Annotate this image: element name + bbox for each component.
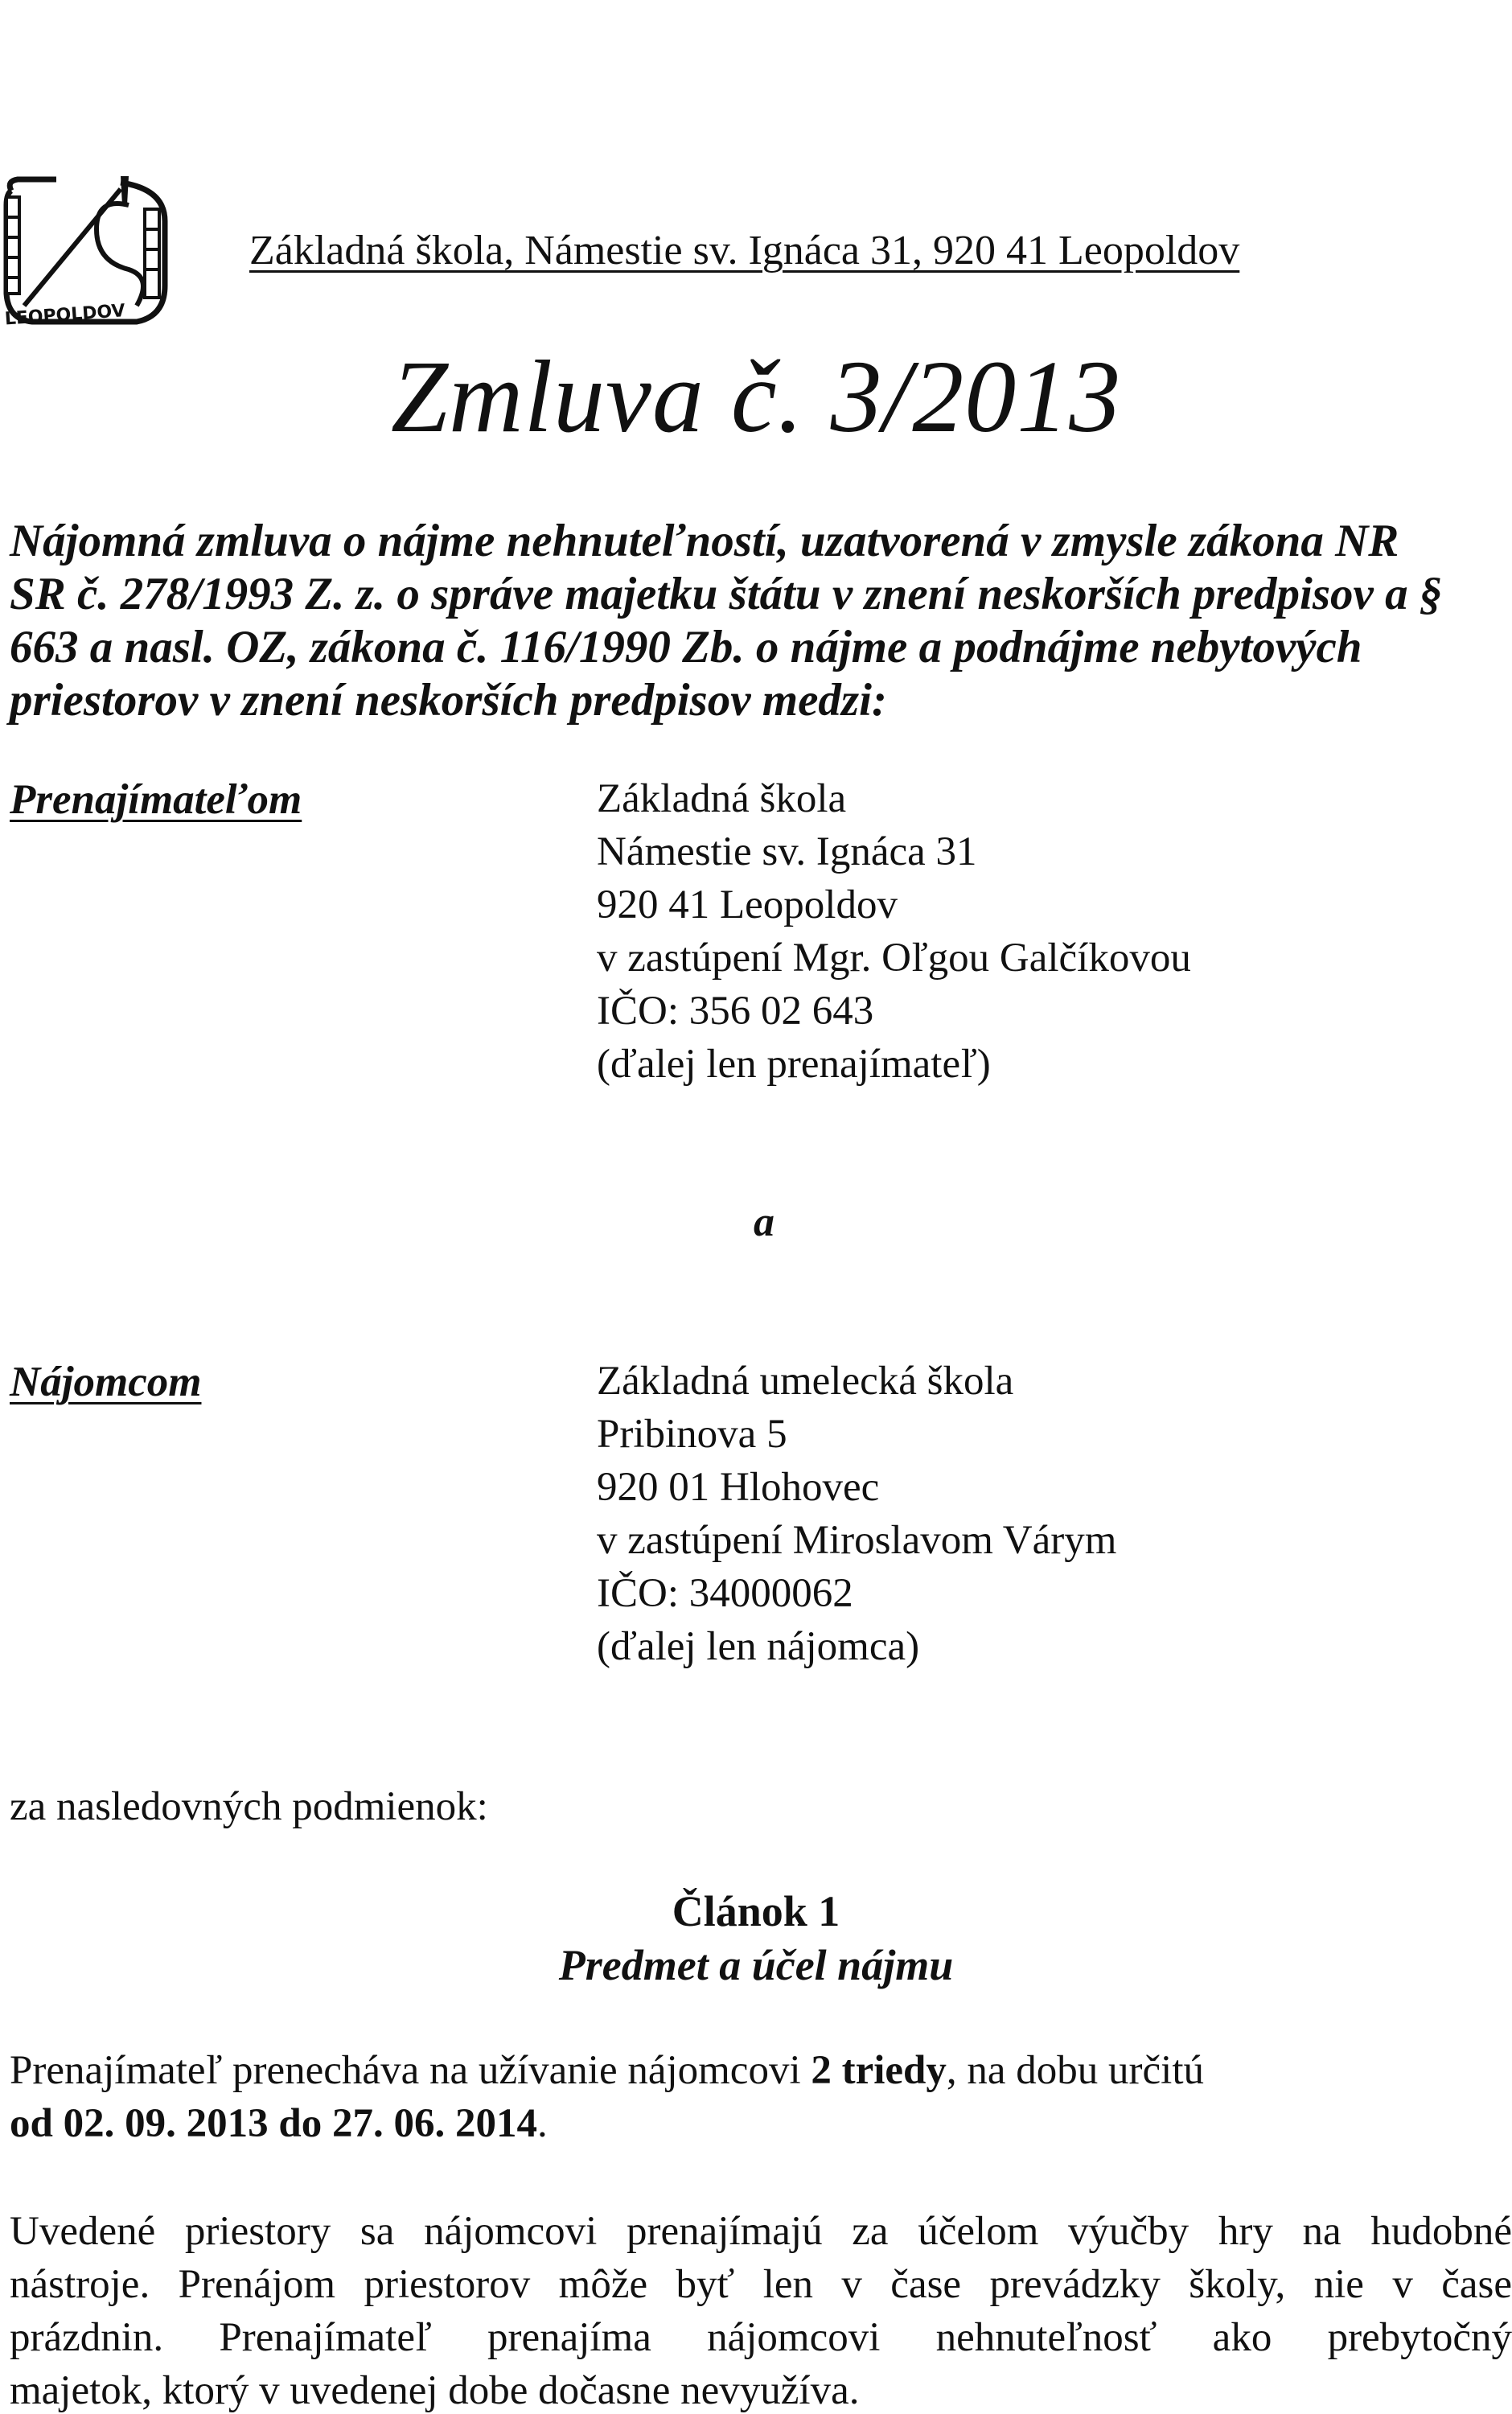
lessee-line: v zastúpení Miroslavom Várym [597, 1518, 1117, 1563]
lessee-line: Základná umelecká škola [597, 1359, 1014, 1404]
contract-title: Zmluva č. 3/2013 [390, 339, 1122, 454]
lessor-line: Námestie sv. Ignáca 31 [597, 829, 977, 874]
article-paragraph-line [10, 2047, 1204, 2094]
article-title: Predmet a účel nájmu [558, 1941, 954, 1989]
lessor-line: Základná škola [597, 776, 847, 821]
school-logo [0, 173, 173, 330]
conditions-intro: za nasledovných podmienok: [10, 1784, 488, 1829]
article-paragraph-line: prázdnin. Prenajímateľ prenajíma nájomcovi nehnuteľnosť ako prebytočný [10, 2315, 1512, 2360]
preamble-line: priestorov v znení neskorších predpisov medzi: [10, 675, 887, 726]
and-conjunction: a [754, 1199, 774, 1245]
lessee-heading: Nájomcom [10, 1359, 202, 1405]
preamble-line: Nájomná zmluva o nájme nehnuteľností, uzatvorená v zmysle zákona NR [10, 516, 1399, 566]
lessee-line: IČO: 34000062 [597, 1571, 853, 1616]
lessor-heading: Prenajímateľom [10, 776, 302, 823]
preamble-line: SR č. 278/1993 Z. z. o správe majetku štátu v znení neskorších predpisov a § [10, 569, 1443, 619]
lease-period: od 02. 09. 2013 do 27. 06. 2014 [10, 2101, 537, 2146]
article-paragraph-line: nástroje. Prenájom priestorov môže byť len v čase prevádzky školy, nie v čase [10, 2262, 1512, 2307]
preamble-line: 663 a nasl. OZ, zákona č. 116/1990 Zb. o nájme a podnájme nebytových [10, 622, 1362, 672]
article-paragraph-line [10, 2100, 548, 2147]
article-number: Článok 1 [672, 1887, 840, 1935]
lessor-line: (ďalej len prenajímateľ) [597, 1042, 991, 1087]
lessee-line: Pribinova 5 [597, 1412, 787, 1457]
lessor-line: 920 41 Leopoldov [597, 882, 898, 927]
paragraph-text: , na dobu určitú [946, 2048, 1205, 2093]
lessor-line: v zastúpení Mgr. Oľgou Galčíkovou [597, 936, 1191, 981]
paragraph-text: . [536, 2101, 548, 2146]
article-paragraph-line: majetok, ktorý v uvedenej dobe dočasne nevyužíva. [10, 2368, 860, 2413]
lessee-line: 920 01 Hlohovec [597, 1465, 880, 1510]
rooms-count: 2 triedy [811, 2048, 947, 2093]
lessee-line: (ďalej len nájomca) [597, 1624, 920, 1669]
svg-text:LEOPOLDOV: LEOPOLDOV [4, 301, 126, 330]
article-paragraph-line: Uvedené priestory sa nájomcovi prenajímajú za účelom výučby hry na hudobné [10, 2209, 1512, 2254]
school-address-header: Základná škola, Námestie sv. Ignáca 31, 920 41 Leopoldov [249, 228, 1240, 273]
paragraph-text: Prenajímateľ prenecháva na užívanie nájomcovi [10, 2048, 811, 2093]
lessor-line: IČO: 356 02 643 [597, 989, 874, 1034]
